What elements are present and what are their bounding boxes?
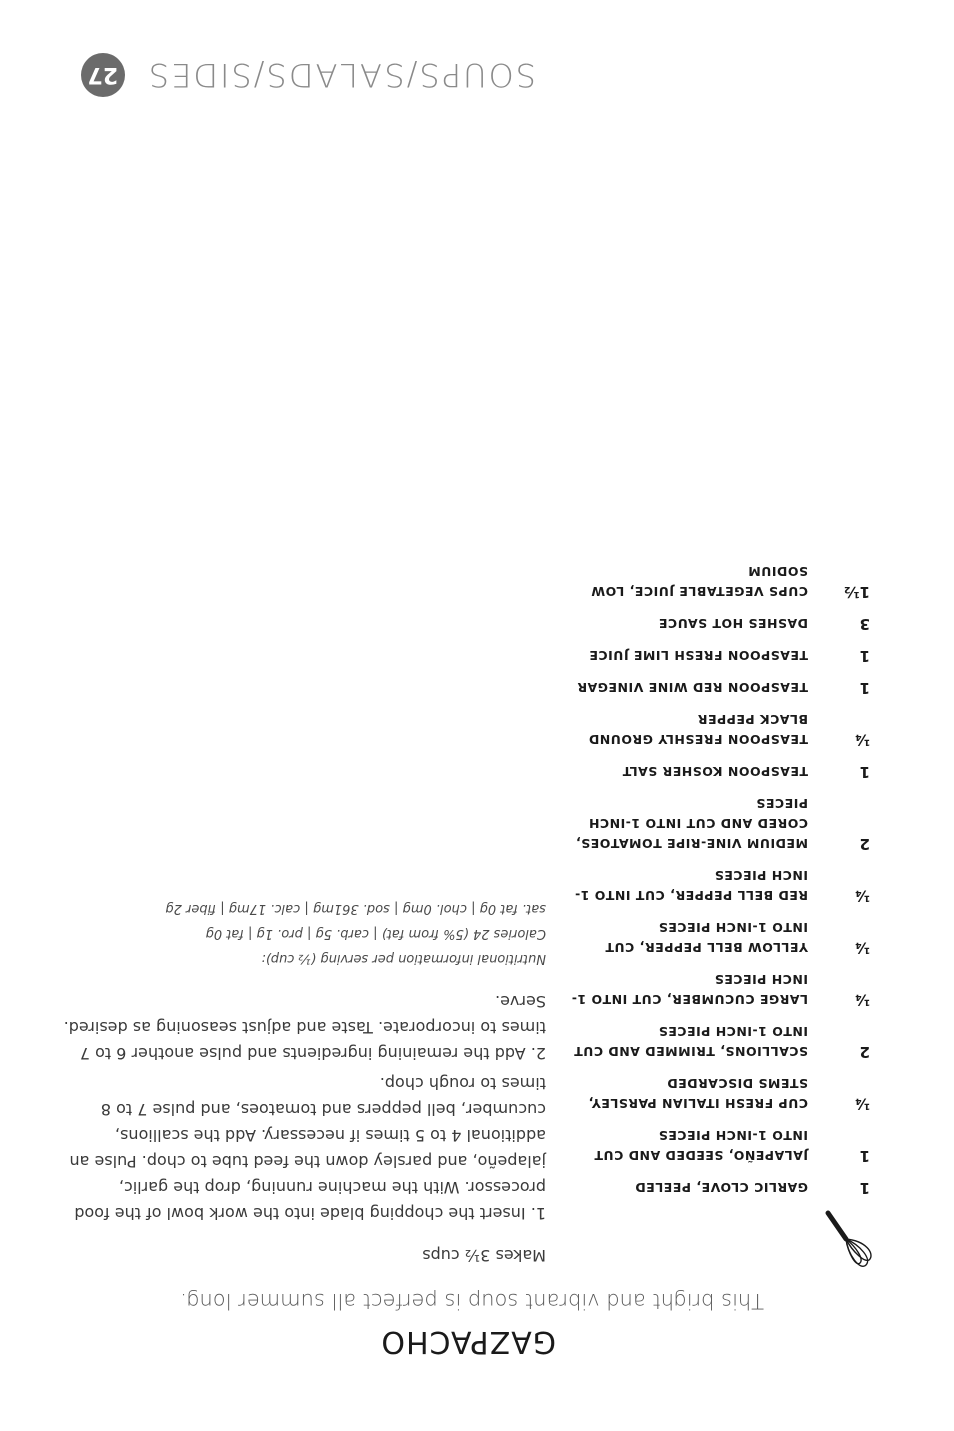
nutrition-line: sat. fat 0g | chol. 0mg | sod. 361mg | calc. 17mg | fiber 2g — [165, 901, 546, 916]
whisk-icon — [818, 1207, 874, 1269]
method-step: 2. Add the remaining ingredients and pulse another 6 to 7 times to incorporate. Taste and adjust seasoning as desired. Serve. — [63, 992, 546, 1063]
ingredient-qty: 2 — [859, 835, 870, 853]
ingredient-item — [570, 645, 870, 665]
page-number-badge — [81, 53, 125, 97]
ingredient-item — [570, 761, 870, 781]
ingredient-item — [570, 1177, 870, 1197]
ingredient-text: TEASPOON FRESHLY GROUND BLACK PEPPER — [588, 712, 808, 747]
nutrition-heading: Nutritional information per serving (½ cup): — [261, 951, 546, 966]
ingredient-item — [570, 865, 870, 905]
ingredient-item — [570, 1125, 870, 1165]
page-number: 27 — [87, 62, 119, 88]
ingredient-text: MEDIUM VINE-RIPE TOMATOES, CORED AND CUT INTO 1-INCH PIECES — [575, 796, 808, 851]
ingredient-text: TEASPOON KOSHER SALT — [622, 764, 808, 779]
page-header — [81, 53, 536, 97]
ingredient-qty: 1 — [859, 679, 870, 697]
ingredient-qty: 1 — [859, 1147, 870, 1165]
ingredient-text: DASHES HOT SAUCE — [658, 616, 808, 631]
ingredient-text: YELLOW BELL PEPPER, CUT INTO 1-INCH PIECES — [604, 920, 808, 955]
ingredient-text: CUP FRESH ITALIAN PARSLEY, STEMS DISCARDED — [588, 1076, 808, 1111]
method-step: 1. Insert the chopping blade into the work bowl of the food processor. With the machine running, drop the garlic, jalapeño, and parsley down the feed tube to chop. Pulse an additional 4 to 5 times if necessary. Add the scallions, cucumber, bell peppers and tomatoes, and pulse 7 to 8 times to rough chop. — [69, 1074, 546, 1223]
ingredient-item — [570, 613, 870, 633]
nutrition-line: Calories 24 (5% from fat) | carb. 5g | pro. 1g | fat 0g — [205, 926, 546, 941]
method-steps — [61, 984, 546, 1226]
ingredient-text: TEASPOON RED WINE VINEGAR — [576, 680, 808, 695]
ingredient-item — [570, 677, 870, 697]
ingredient-item — [570, 793, 870, 853]
nutrition-info — [86, 896, 546, 971]
ingredient-item — [570, 561, 870, 601]
ingredient-list — [570, 549, 870, 1197]
ingredient-qty: ¼ — [854, 731, 870, 749]
ingredient-text: JALAPEÑO, SEEDED AND CUT INTO 1-INCH PIECES — [593, 1128, 808, 1163]
ingredient-qty: ¼ — [854, 1095, 870, 1113]
ingredient-item — [570, 969, 870, 1009]
ingredient-qty: 2 — [859, 1043, 870, 1061]
ingredient-item — [570, 709, 870, 749]
ingredient-qty: 1 — [859, 1179, 870, 1197]
recipe-yield: Makes 3½ cups — [422, 1246, 546, 1265]
recipe-subtitle: This bright and vibrant soup is perfect all summer long. — [180, 1289, 764, 1313]
ingredient-text: RED BELL PEPPER, CUT INTO 1-INCH PIECES — [574, 868, 808, 903]
ingredient-item — [570, 917, 870, 957]
ingredient-qty: 1 — [859, 763, 870, 781]
ingredient-item — [570, 1021, 870, 1061]
ingredient-qty: ¼ — [854, 939, 870, 957]
ingredient-item — [570, 1073, 870, 1113]
ingredient-qty: ¼ — [854, 991, 870, 1009]
ingredient-text: TEASPOON FRESH LIME JUICE — [588, 648, 808, 663]
ingredient-text: GARLIC CLOVE, PEELED — [634, 1180, 808, 1195]
ingredient-text: LARGE CUCUMBER, CUT INTO 1-INCH PIECES — [571, 972, 808, 1007]
ingredient-qty: 1½ — [844, 583, 870, 601]
recipe-title: GAZPACHO — [380, 1324, 556, 1359]
section-title: SOUPS/SALADS/SIDES — [146, 56, 536, 94]
ingredient-text: SCALLIONS, TRIMMED AND CUT INTO 1-INCH PIECES — [573, 1024, 808, 1059]
ingredient-qty: ¼ — [854, 887, 870, 905]
ingredient-qty: 3 — [859, 615, 870, 633]
ingredient-qty: 1 — [859, 647, 870, 665]
ingredient-text: CUPS VEGETABLE JUICE, LOW SODIUM — [590, 564, 808, 599]
